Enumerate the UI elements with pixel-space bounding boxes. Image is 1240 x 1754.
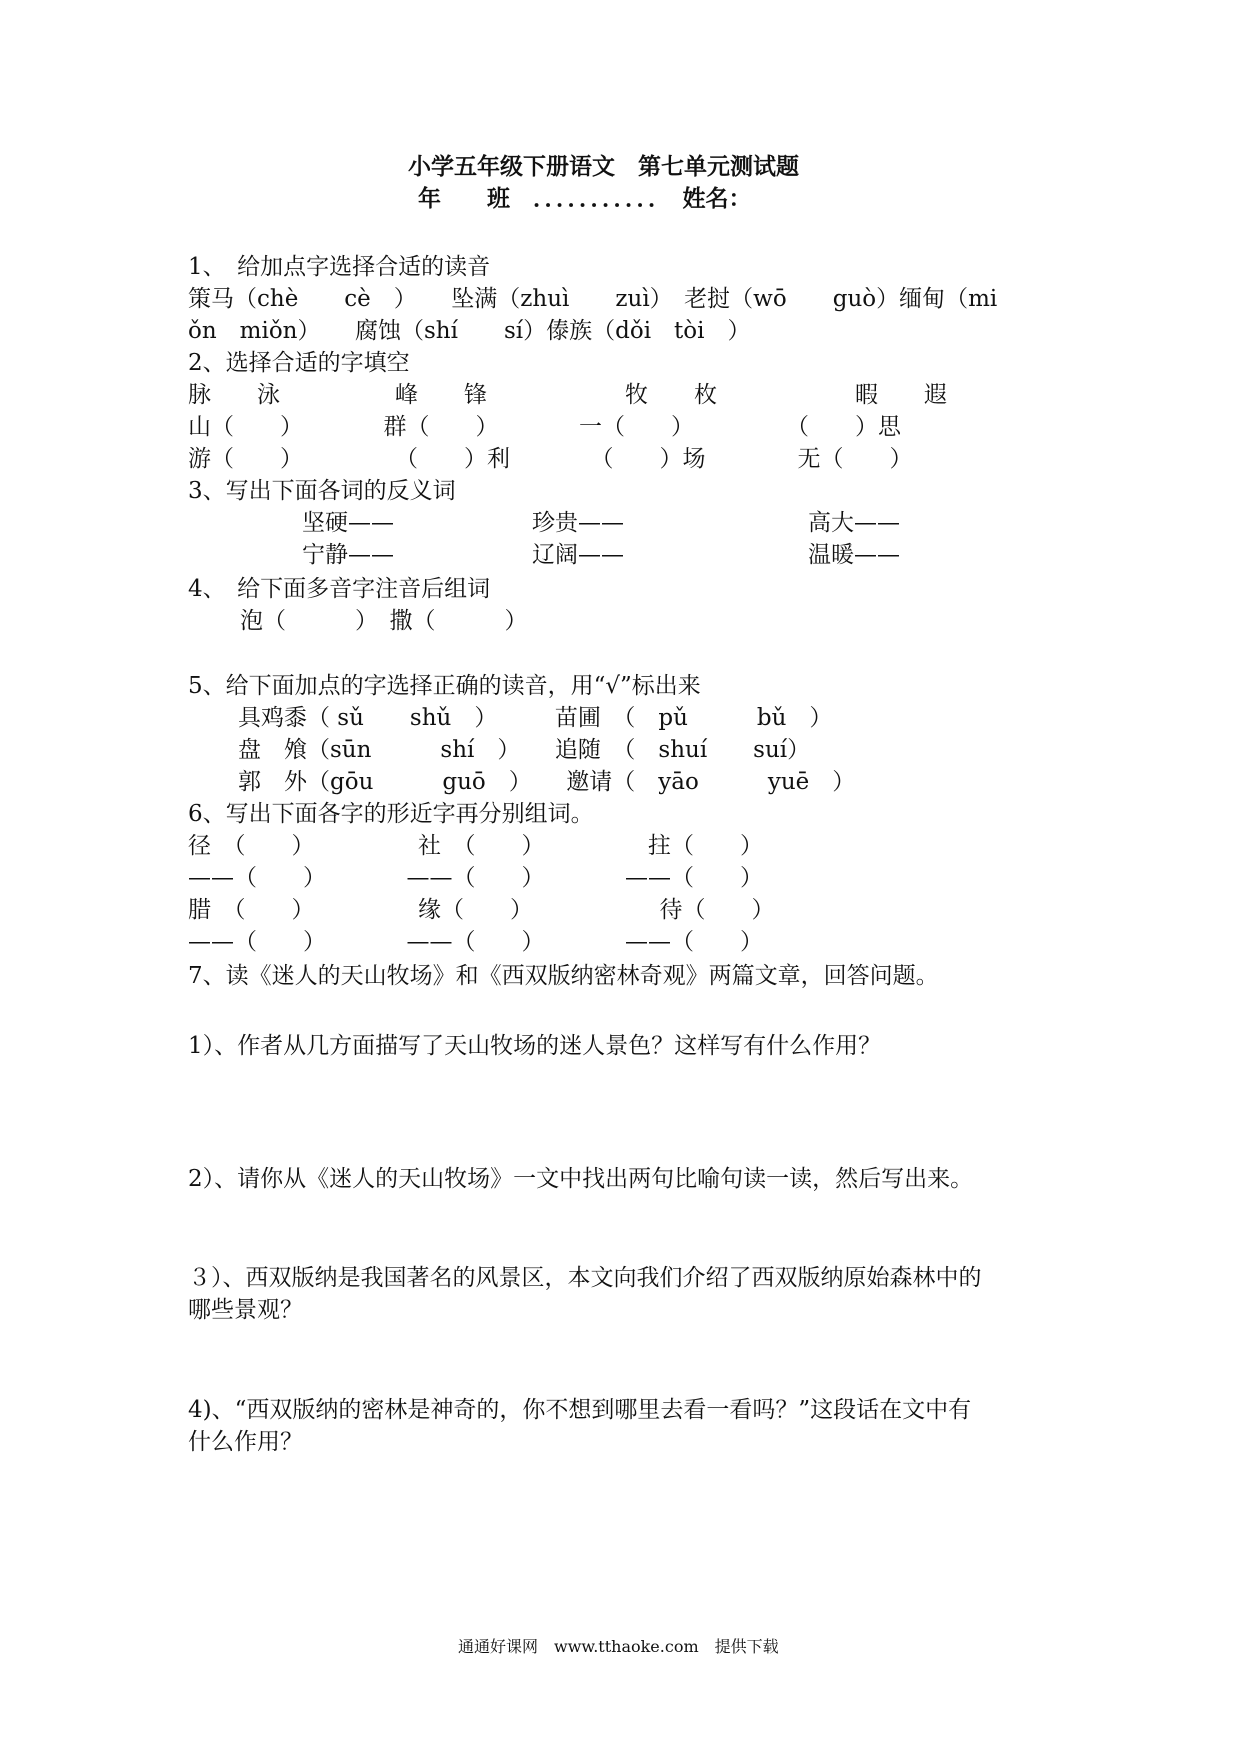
q7-subquestion: 1）、作者从几方面描写了天山牧场的迷人景色？这样写有什么作用？ [188, 1033, 882, 1059]
q7-subquestion: 4)、“西双版纳的密林是神奇的，你不想到哪里去看一看吗？”这段话在文中有 [188, 1397, 972, 1423]
q3-row: 坚硬—— 珍贵—— 高大—— [302, 510, 900, 536]
q6-row: 径 （ ） 社 （ ） 拄（ ） [188, 833, 763, 859]
q7-subquestion: 哪些景观？ [188, 1297, 303, 1323]
q5-row: 盘 飧（sūn shí ） 追随 （ shuí suí） [238, 737, 811, 763]
q5-row: 郭 外（gōu guō ） 邀请（ yāo yuē ） [238, 769, 856, 795]
q2-heading: 2、选择合适的字填空 [188, 350, 410, 376]
q4-heading: 4、 给下面多音字注音后组词 [188, 576, 491, 602]
footer-text: 通通好课网 www.tthaoke.com 提供下载 [458, 1637, 779, 1656]
q1-line: 策马（chè cè ） 坠满（zhuì zuì） 老挝（wō guò）缅甸（mi [188, 286, 998, 312]
q6-heading: 6、写出下面各字的形近字再分别组词。 [188, 801, 594, 827]
q7-heading: 7、读《迷人的天山牧场》和《西双版纳密林奇观》两篇文章，回答问题。 [188, 963, 939, 989]
q5-row: 具鸡黍（ sǔ shǔ ） 苗圃 （ pǔ bǔ ） [238, 705, 833, 731]
q7-subquestion: ３）、西双版纳是我国著名的风景区，本文向我们介绍了西双版纳原始森林中的 [188, 1265, 982, 1291]
q5-heading: 5、给下面加点的字选择正确的读音，用“√”标出来 [188, 673, 701, 699]
q3-heading: 3、写出下面各词的反义词 [188, 478, 456, 504]
q1-line: ǒn miǒn） 腐蚀（shí sí）傣族（dǒi tòi ） [188, 318, 751, 344]
q7-subquestion: 2）、请你从《迷人的天山牧场》一文中找出两句比喻句读一读，然后写出来。 [188, 1166, 974, 1192]
q6-row: ——（ ） ——（ ） ——（ ） [188, 865, 763, 891]
q2-row: 山（ ） 群（ ） 一（ ） （ ）思 [188, 414, 901, 440]
class-name-line: 年 班 ．．．．．．．．．．． 姓名： [418, 185, 752, 212]
q2-row: 脉 泳 峰 锋 牧 枚 暇 遐 [188, 382, 947, 408]
q4-row: 泡（ ） 撒（ ） [240, 608, 528, 634]
q6-row: 腊 （ ） 缘（ ） 待（ ） [188, 897, 775, 923]
q1-heading: 1、 给加点字选择合适的读音 [188, 254, 491, 280]
page-title: 小学五年级下册语文 第七单元测试题 [408, 153, 799, 180]
q2-row: 游（ ） （ ）利 （ ）场 无（ ） [188, 446, 913, 472]
q3-row: 宁静—— 辽阔—— 温暖—— [302, 542, 900, 568]
q7-subquestion: 什么作用？ [188, 1429, 303, 1455]
q6-row: ——（ ） ——（ ） ——（ ） [188, 929, 763, 955]
